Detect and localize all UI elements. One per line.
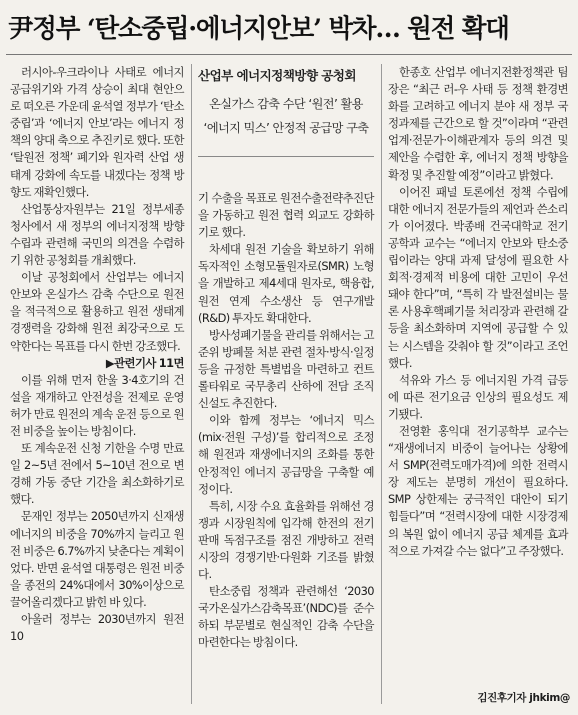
related-article-link[interactable]: ▶관련기사 11면 (105, 355, 184, 370)
article-column-1 (10, 64, 184, 645)
headline: 尹정부 ‘탄소중립·에너지안보’ 박차… 원전 확대 (8, 14, 509, 44)
paragraph: 이어진 패널 토론에선 정책 수립에 대한 에너지 전문가들의 제언과 쓴소리가 이어졌다. 박종배 건국대학교 전기공학과 교수는 “에너지 안보와 탄소중립이라는 양대 과제 달성에 필요한 사회적·경제적 비용에 대한 고민이 우선돼야 한다”며, “특히 각 발전설비는 물론 사용후핵폐기물 처리장과 관련해 갈등을 최소화하며 지역에 공급할 수 있는 시스템을 갖춰야 할 것”이라고 조언했다. (388, 184, 568, 370)
subhead-title: 산업부 에너지정책방향 공청회 (198, 68, 356, 83)
article-column-2 (198, 190, 374, 652)
headline-divider (6, 54, 572, 55)
paragraph: 방사성폐기물을 관리를 위해서는 고준위 방폐물 처분 관련 절차·방식·일정 등을 규정한 특별법을 마련하고 컨트롤타워로 국무총리 산하에 전담 조직 신설도 추진한다. (198, 327, 374, 411)
paragraph: 이날 공청회에서 산업부는 에너지 안보와 온실가스 감축 수단으로 원전을 적극적으로 활용하고 원전 생태계 경쟁력을 강화해 원전 최강국으로 도약한다는 목표를 다시 한번 강조했다. (10, 270, 184, 353)
subhead-line: ‘에너지 믹스’ 안정적 공급망 구축 (203, 121, 369, 135)
subheads-box (198, 66, 374, 182)
paragraph: 전영환 홍익대 전기공학부 교수는 “재생에너지 비중이 늘어나는 상황에서 SMP(전력도매가격)에 의한 전력시장 제도는 분명히 개선이 필요하다. SMP 상한제는 궁극적인 대안이 되기 힘들다”며 “전력시장에 대한 시장경제의 복원 없이 에너지 공급 체계를 효과적으로 가져갈 수는 없다”고 주장했다. (388, 423, 568, 558)
paragraph: 이를 위해 먼저 한울 3·4호기의 건설을 재개하고 안전성을 전제로 운영허가 만료 원전의 계속 운전 등으로 원전 비중을 높이는 방침이다. (10, 372, 184, 438)
paragraph: 러시아-우크라이나 사태로 에너지 공급위기와 가격 상승이 최대 현안으로 떠오른 가운데 윤석열 정부가 ‘탄소중립’과 ‘에너지 안보’라는 에너지 정책의 양대 축으로 추진키로 했다. 또한 ‘탈원전 정책’ 폐기와 원자력 산업 생태계 강화에 속도를 내겠다는 정책 방향도 재확인했다. (10, 65, 184, 199)
paragraph: 문재인 정부는 2050년까지 신재생에너지의 비중을 70%까지 늘리고 원전 비중은 6.7%까지 낮춘다는 계획이었다. 반면 윤석열 대통령은 원전 비중을 종전의 24%대에서 30%이상으로 끌어올리겠다고 밝힌 바 있다. (10, 509, 184, 609)
paragraph: 아울러 정부는 2030년까지 원전 10 (10, 612, 184, 644)
paragraph: 산업통상자원부는 21일 정부세종청사에서 새 정부의 에너지정책 방향 수립과 관련해 국민의 의견을 수렴하기 위한 공청회를 개최했다. (10, 201, 184, 268)
subhead-divider (198, 156, 374, 157)
paragraph: 탄소중립 정책과 관련해선 ‘2030 국가온실가스감축목표’(NDC)를 준수하되 부문별로 현실적인 감축 수단을 마련한다는 방침이다. (198, 584, 374, 650)
paragraph: 석유와 가스 등 에너지원 가격 급등에 따른 전기요금 인상의 필요성도 제기됐다. (388, 372, 568, 421)
paragraph: 기 수출을 목표로 원전수출전략추진단을 가동하고 원전 협력 외교도 강화하기로 했다. (198, 191, 374, 240)
column-divider (381, 64, 382, 704)
paragraph: 특히, 시장 수요 효율화를 위해선 경쟁과 시장원칙에 입각해 한전의 전기 판매 독점구조를 점진 개방하고 전력시장의 경쟁기반·다원화 기조를 밝혔다. (198, 498, 374, 582)
paragraph: 또 계속운전 신청 기한을 수명 만료일 2~5년 전에서 5~10년 전으로 변경해 가동 중단 기간을 최소화하기로 했다. (10, 441, 184, 507)
paragraph: 차세대 원전 기술을 확보하기 위해 독자적인 소형모듈원자로(SMR) 노형을 개발하고 제4세대 원자로, 핵융합, 원전 연계 수소생산 등 연구개발(R&D) 투자도 확대한다. (198, 242, 374, 325)
column-divider (191, 64, 192, 704)
byline: 김진후기자 jhkim@ (477, 692, 570, 704)
paragraph: 이와 함께 정부는 ‘에너지 믹스(mix·전원 구성)’를 합리적으로 조정해 원전과 재생에너지의 조화를 통한 안정적인 에너지 공급망을 구축할 예정이다. (198, 413, 374, 496)
article-column-3 (388, 64, 568, 560)
subhead-line: 온실가스 감축 수단 ‘원전’ 활용 (209, 97, 363, 111)
paragraph: 한종호 산업부 에너지전환정책관 팀장은 “최근 러-우 사태 등 정책 환경변화를 고려하고 에너지 분야 새 정부 국정과제를 근간으로 할 것”이라며 “관련 업계·전문가·이해관계자 등의 의견 및 제안을 수렴한 후, 에너지 정책 방향을 확정 및 추진할 예정”이라고 밝혔다. (388, 65, 568, 182)
